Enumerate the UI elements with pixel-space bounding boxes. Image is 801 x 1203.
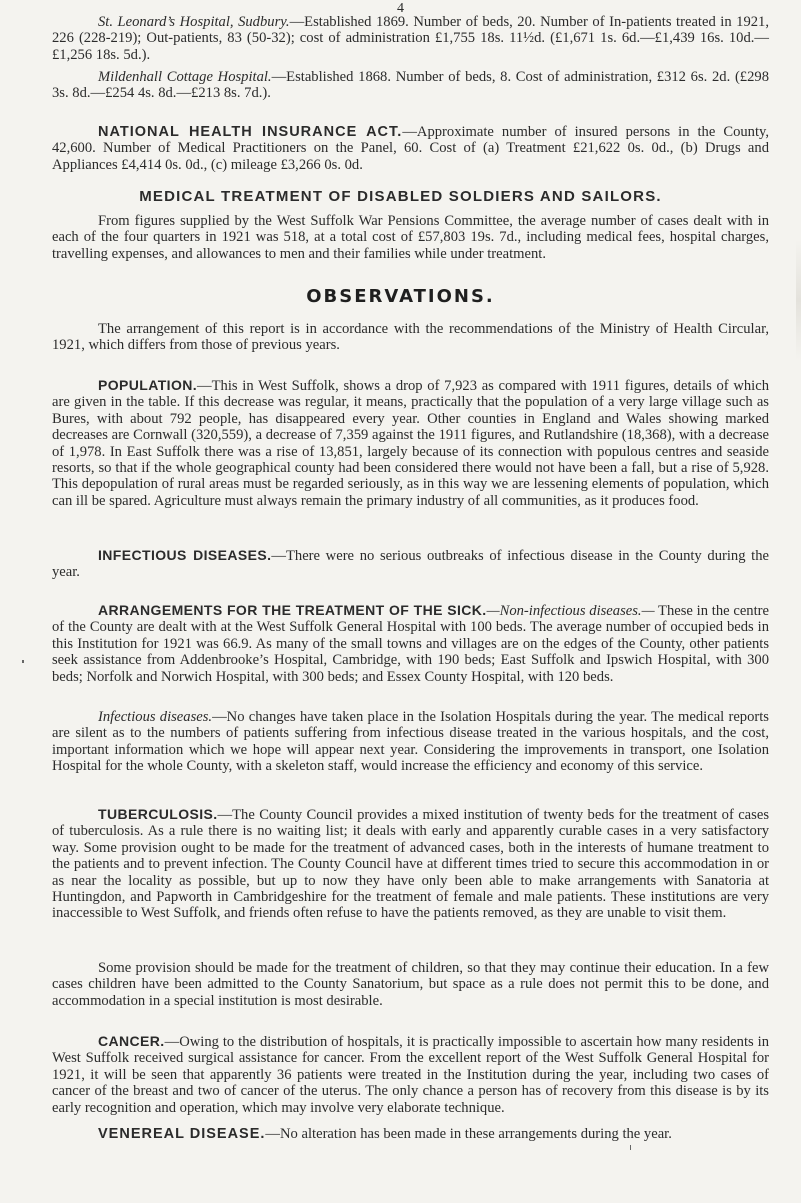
cancer-text: —Owing to the distribution of hospitals, it is practically impossible to ascertain how many residents in West Suffolk received surgical assistance for cancer. From the excellent report of the West Suffolk General Hospital for 1921, it will be seen that apparently 36 patients were treated in the Institution during the year, including two cases of cancer of the breast and two of cancer of the uterus. The only chance a person has of recovery from this disease is by its early recognition and operation, which may involve very elaborate technique. xyxy=(52,1034,769,1116)
venereal-paragraph xyxy=(52,1126,769,1142)
population-heading: POPULATION. xyxy=(98,377,198,393)
nhi-text: —Approximate number of insured persons in the County, 42,600. Number of Medical Practitioners on the Panel, 60. Cost of (a) Treatment £21,622 0s. 0d., (b) Drugs and Appliances £4,414 0s. 0d., (c) mileage £3,266 0s. 0d. xyxy=(52,124,770,173)
page-edge-shadow xyxy=(796,240,801,360)
tuberculosis-heading: TUBERCULOSIS. xyxy=(98,806,218,822)
st-leonards-hospital-paragraph xyxy=(52,14,769,63)
print-speck xyxy=(22,660,24,663)
venereal-heading: VENEREAL DISEASE. xyxy=(98,1126,266,1142)
st-leonards-text: —Established 1869. Number of beds, 20. Number of In-patients treated in 1921, 226 (228-219); Out-patients, 83 (50-32); cost of administration £1,755 18s. 11½d. (£1,671 1s. 6d.—£1,439 16s. 10d.—£1,256 18s. 5d.). xyxy=(52,14,769,63)
nhi-heading: NATIONAL HEALTH INSURANCE ACT. xyxy=(98,124,403,140)
arrangements-paragraph xyxy=(52,602,769,685)
infectious-diseases-text: —No changes have taken place in the Isolation Hospitals during the year. The medical reports are silent as to the numbers of patients suffering from infectious disease treated in the various hospitals, and the cost, important information which we hope will appear next year. Considering the improvements in transport, one Isolation Hospital for the whole County, with a skeleton staff, would increase the efficiency and economy of this service. xyxy=(52,709,769,775)
infectious-text: —There were no serious outbreaks of infectious disease in the County during the year. xyxy=(52,548,769,581)
arrangements-heading: ARRANGEMENTS FOR THE TREATMENT OF THE SICK. xyxy=(98,602,487,618)
page-number: 4 xyxy=(397,1,404,16)
cancer-paragraph xyxy=(52,1033,769,1116)
mildenhall-hospital-paragraph xyxy=(52,69,769,102)
observations-intro: The arrangement of this report is in accordance with the recommendations of the Ministry of Health Circular, 1921, which differs from those of previous years. xyxy=(52,321,769,354)
tuberculosis-paragraph xyxy=(52,806,769,922)
infectious-paragraph xyxy=(52,547,769,581)
mildenhall-text: —Established 1868. Number of beds, 8. Cost of administration, £312 6s. 2d. (£298 3s. 8d.—£254 4s. 8d.—£213 8s. 7d.). xyxy=(52,69,769,102)
population-paragraph xyxy=(52,377,769,509)
medical-treatment-paragraph: From figures supplied by the West Suffolk War Pensions Committee, the average number of cases dealt with in each of the four quarters in 1921 was 518, at a total cost of £57,803 19s. 7d., including medical fees, hospital charges, travelling expenses, and allowances to men and their families while under treatment. xyxy=(52,213,769,262)
infectious-heading: INFECTIOUS DISEASES. xyxy=(98,547,272,563)
arrangements-text: These in the centre of the County are dealt with at the West Suffolk General Hospital with 100 beds. The average number of occupied beds in this Institution for 1921 was 66.9. As many of the small towns and villages are on the edges of the County, other patients seek assistance from Addenbrooke’s Hospital, Cambridge, with 190 beds; East Suffolk and Ipswich Hospital, with 300 beds; Norfolk and Norwich Hospital, with 300 beds; and Essex County Hospital, with 120 beds. xyxy=(52,603,769,685)
venereal-text: —No alteration has been made in these arrangements during the year. xyxy=(265,1126,672,1142)
cancer-heading: CANCER. xyxy=(98,1033,165,1049)
print-speck xyxy=(630,1145,631,1150)
infectious-diseases-label: Infectious diseases. xyxy=(98,709,213,725)
nhi-paragraph xyxy=(52,124,769,173)
observations-heading: OBSERVATIONS. xyxy=(306,286,495,307)
medical-treatment-heading: MEDICAL TREATMENT OF DISABLED SOLDIERS AND SAILORS. xyxy=(139,188,662,205)
tuberculosis-text: —The County Council provides a mixed institution of twenty beds for the treatment of cases of tuberculosis. As a rule there is no waiting list; it deals with early and apparently curable cases in a very satisfactory way. Some provision ought to be made for the treatment of advanced cases, both in the interests of humane treatment to the patients and to prevent infection. The County Council have at different times tried to secure this accommodation in or as near the locality as possible, but up to now they have only been able to make arrangements with Sanatoria at Huntingdon, and Papworth in Cambridgeshire for the treatment of female and male patients. These institutions are very inaccessible to West Suffolk, and friends often refuse to have the patients removed, as they are unable to visit them. xyxy=(52,807,769,922)
tuberculosis-children-paragraph: Some provision should be made for the treatment of children, so that they may continue their education. In a few cases children have been admitted to the County Sanatorium, but space as a rule does not permit this to be done, and accommodation in a special institution is most desirable. xyxy=(52,960,769,1009)
mildenhall-title: Mildenhall Cottage Hospital. xyxy=(98,69,272,85)
infectious-diseases-paragraph xyxy=(52,709,769,775)
st-leonards-title: St. Leonard’s Hospital, Sudbury. xyxy=(98,14,290,30)
arrangements-subheading: —Non-infectious diseases.— xyxy=(486,603,655,619)
population-text: —This in West Suffolk, shows a drop of 7,923 as compared with 1911 figures, details of which are given in the table. If this decrease was regular, it means, practically that the population of a very large village such as Bures, with about 792 people, has disappeared every year. Other counties in England and Wales showing marked decreases are Cornwall (320,559), a decrease of 7,359 against the 1911 figures, and Rutlandshire (18,368), with a decrease of 1,978. In East Suffolk there was a rise of 13,851, largely because of its connection with populous centres and seaside resorts, so that if the whole geographical county had been considered there would not have been a fall, but a rise of 5,928. This depopulation of rural areas must be regarded seriously, as in this way we are lessening elements of population, which can ill be spared. Agriculture must always remain the primary industry of all communities, as it produces food. xyxy=(52,378,769,509)
